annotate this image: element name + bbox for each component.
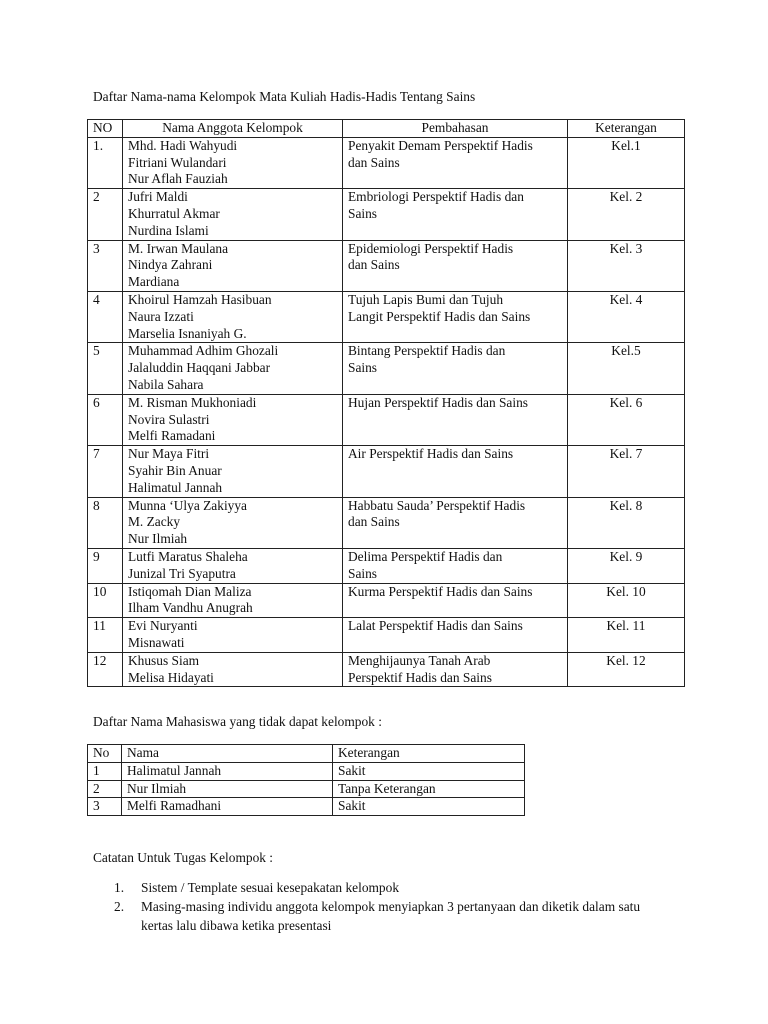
topic-line: Hujan Perspektif Hadis dan Sains	[348, 394, 529, 410]
note-text: Masing-masing individu anggota kelompok menyiapkan 3 pertanyaan dan diketik dalam satu kertas lalu dibawa ketika presentasi	[141, 899, 641, 933]
table-row	[88, 343, 685, 394]
group-topic-cell	[343, 137, 568, 188]
note-text: Sistem / Template sesuai kesepakatan kelompok	[141, 880, 400, 895]
member-name: Junizal Tri Syaputra	[128, 565, 236, 581]
topic-line: Epidemiologi Perspektif Hadis	[348, 240, 514, 256]
group-no-cell: 11	[88, 618, 123, 653]
absent-table-header-row	[88, 745, 525, 763]
group-ket-cell: Kel. 7	[568, 446, 685, 497]
member-name: Khurratul Akmar	[128, 205, 220, 221]
member-name: Evi Nuryanti	[128, 618, 198, 634]
group-ket-cell: Kel.5	[568, 343, 685, 394]
note-number: 1.	[114, 880, 125, 895]
group-topic-cell	[343, 497, 568, 548]
header-topic: Pembahasan	[343, 120, 568, 138]
group-no-cell: 6	[88, 394, 123, 445]
absent-ket-cell: Sakit	[333, 798, 525, 816]
member-name: Ilham Vandhu Anugrah	[128, 600, 253, 616]
topic-line: dan Sains	[348, 257, 400, 273]
table-row	[88, 780, 525, 798]
main-table-title: Daftar Nama-nama Kelompok Mata Kuliah Hadis-Hadis Tentang Sains	[93, 89, 476, 104]
group-members-cell	[123, 583, 343, 618]
topic-line: Lalat Perspektif Hadis dan Sains	[348, 618, 523, 634]
group-members-cell	[123, 618, 343, 653]
member-name: Nur Aflah Fauziah	[128, 171, 228, 187]
group-no-cell: 12	[88, 652, 123, 687]
member-name: Lutfi Maratus Shaleha	[128, 548, 248, 564]
member-name: Nindya Zahrani	[128, 257, 213, 273]
topic-line: Menghijaunya Tanah Arab	[348, 652, 491, 668]
group-topic-cell	[343, 394, 568, 445]
group-ket-cell: Kel. 4	[568, 291, 685, 342]
table-row	[88, 652, 685, 687]
group-ket-cell: Kel. 11	[568, 618, 685, 653]
absent-no-cell: 3	[88, 798, 122, 816]
group-members-cell	[123, 137, 343, 188]
group-no-cell: 10	[88, 583, 123, 618]
group-members-cell	[123, 343, 343, 394]
group-topic-cell	[343, 446, 568, 497]
member-name: Mhd. Hadi Wahyudi	[128, 137, 238, 153]
table-row	[88, 446, 685, 497]
absent-table	[87, 744, 525, 816]
member-name: Misnawati	[128, 634, 185, 650]
group-ket-cell: Kel. 8	[568, 497, 685, 548]
absent-name-cell: Melfi Ramadhani	[122, 798, 333, 816]
topic-line: Air Perspektif Hadis dan Sains	[348, 446, 514, 462]
topic-line: Langit Perspektif Hadis dan Sains	[348, 308, 531, 324]
topic-line: Kurma Perspektif Hadis dan Sains	[348, 583, 533, 599]
group-topic-cell	[343, 652, 568, 687]
group-topic-cell	[343, 240, 568, 291]
member-name: M. Zacky	[128, 514, 181, 530]
absent-header-no: No	[88, 745, 122, 763]
table-row	[88, 497, 685, 548]
notes-list	[114, 878, 674, 935]
member-name: Nur Ilmiah	[128, 531, 188, 547]
member-name: Melfi Ramadani	[128, 428, 216, 444]
member-name: Munna ‘Ulya Zakiyya	[128, 497, 247, 513]
member-name: Istiqomah Dian Maliza	[128, 583, 252, 599]
group-no-cell: 2	[88, 189, 123, 240]
member-name: Muhammad Adhim Ghozali	[128, 343, 279, 359]
header-ket: Keterangan	[568, 120, 685, 138]
member-name: Mardiana	[128, 274, 180, 290]
member-name: Novira Sulastri	[128, 411, 210, 427]
absent-ket-cell: Sakit	[333, 762, 525, 780]
absent-no-cell: 1	[88, 762, 122, 780]
list-item	[114, 878, 674, 897]
list-item	[114, 897, 674, 935]
topic-line: Embriologi Perspektif Hadis dan	[348, 189, 524, 205]
member-name: Jufri Maldi	[128, 189, 188, 205]
topic-line: dan Sains	[348, 514, 400, 530]
topic-line: Sains	[348, 205, 378, 221]
group-topic-cell	[343, 343, 568, 394]
group-no-cell: 3	[88, 240, 123, 291]
topic-line: Penyakit Demam Perspektif Hadis	[348, 137, 533, 153]
absent-header-name: Nama	[122, 745, 333, 763]
group-ket-cell: Kel. 12	[568, 652, 685, 687]
group-members-cell	[123, 240, 343, 291]
absent-header-ket: Keterangan	[333, 745, 525, 763]
group-topic-cell	[343, 618, 568, 653]
absent-name-cell: Halimatul Jannah	[122, 762, 333, 780]
topic-line: Bintang Perspektif Hadis dan	[348, 343, 506, 359]
group-table-header-row	[88, 120, 685, 138]
absent-table-title: Daftar Nama Mahasiswa yang tidak dapat kelompok :	[93, 714, 382, 729]
table-row	[88, 394, 685, 445]
group-topic-cell	[343, 583, 568, 618]
member-name: Nurdina Islami	[128, 222, 209, 238]
absent-no-cell: 2	[88, 780, 122, 798]
table-row	[88, 762, 525, 780]
topic-line: Perspektif Hadis dan Sains	[348, 669, 492, 685]
topic-line: Tujuh Lapis Bumi dan Tujuh	[348, 291, 504, 307]
table-row	[88, 618, 685, 653]
member-name: Khoirul Hamzah Hasibuan	[128, 291, 272, 307]
notes-title: Catatan Untuk Tugas Kelompok :	[93, 850, 274, 865]
table-row	[88, 548, 685, 583]
header-no: NO	[88, 120, 123, 138]
absent-ket-cell: Tanpa Keterangan	[333, 780, 525, 798]
topic-line: Sains	[348, 360, 378, 376]
topic-line: Sains	[348, 565, 378, 581]
group-ket-cell: Kel. 3	[568, 240, 685, 291]
header-members: Nama Anggota Kelompok	[123, 120, 343, 138]
table-row	[88, 240, 685, 291]
member-name: Marselia Isnaniyah G.	[128, 325, 247, 341]
member-name: Fitriani Wulandari	[128, 154, 227, 170]
group-ket-cell: Kel. 9	[568, 548, 685, 583]
member-name: M. Risman Mukhoniadi	[128, 394, 257, 410]
group-no-cell: 9	[88, 548, 123, 583]
member-name: Khusus Siam	[128, 652, 200, 668]
member-name: Syahir Bin Anuar	[128, 462, 222, 478]
member-name: Nabila Sahara	[128, 376, 204, 392]
group-table	[87, 119, 685, 687]
absent-name-cell: Nur Ilmiah	[122, 780, 333, 798]
member-name: Naura Izzati	[128, 308, 194, 324]
group-ket-cell: Kel.1	[568, 137, 685, 188]
topic-line: Habbatu Sauda’ Perspektif Hadis	[348, 497, 526, 513]
topic-line: Delima Perspektif Hadis dan	[348, 548, 503, 564]
topic-line: dan Sains	[348, 154, 400, 170]
group-ket-cell: Kel. 2	[568, 189, 685, 240]
group-ket-cell: Kel. 6	[568, 394, 685, 445]
group-members-cell	[123, 189, 343, 240]
group-topic-cell	[343, 189, 568, 240]
group-members-cell	[123, 394, 343, 445]
table-row	[88, 137, 685, 188]
table-row	[88, 798, 525, 816]
group-no-cell: 5	[88, 343, 123, 394]
group-no-cell: 7	[88, 446, 123, 497]
group-no-cell: 1.	[88, 137, 123, 188]
table-row	[88, 189, 685, 240]
table-row	[88, 583, 685, 618]
group-members-cell	[123, 497, 343, 548]
group-members-cell	[123, 291, 343, 342]
member-name: M. Irwan Maulana	[128, 240, 229, 256]
group-members-cell	[123, 548, 343, 583]
group-no-cell: 4	[88, 291, 123, 342]
group-members-cell	[123, 652, 343, 687]
member-name: Melisa Hidayati	[128, 669, 214, 685]
group-ket-cell: Kel. 10	[568, 583, 685, 618]
group-topic-cell	[343, 548, 568, 583]
member-name: Halimatul Jannah	[128, 479, 223, 495]
note-number: 2.	[114, 899, 125, 914]
group-members-cell	[123, 446, 343, 497]
member-name: Nur Maya Fitri	[128, 446, 210, 462]
member-name: Jalaluddin Haqqani Jabbar	[128, 360, 271, 376]
table-row	[88, 291, 685, 342]
group-no-cell: 8	[88, 497, 123, 548]
group-topic-cell	[343, 291, 568, 342]
